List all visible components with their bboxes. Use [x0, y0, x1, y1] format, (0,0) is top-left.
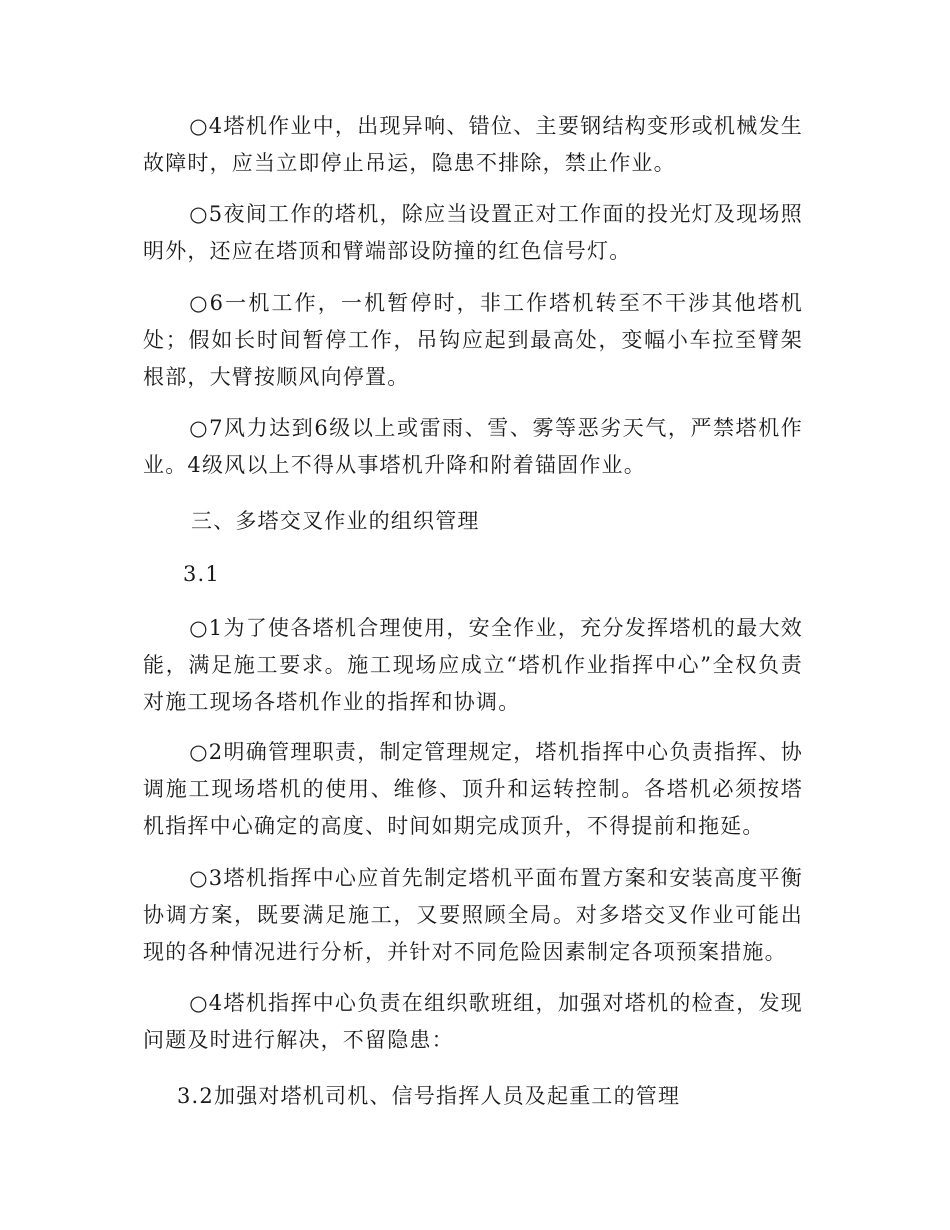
section-paragraph-4: ○4塔机指挥中心负责在组织歌班组，加强对塔机的检查，发现问题及时进行解决，不留隐患： [143, 991, 803, 1052]
sub-heading-3-1: 3.1 [183, 562, 220, 586]
paragraph-item-5: ○5夜间工作的塔机，除应当设置正对工作面的投光灯及现场照明外，还应在塔顶和臂端部设防撞的红色信号灯。 [143, 202, 803, 263]
section-paragraph-1: ○1为了使各塔机合理使用，安全作业，充分发挥塔机的最大效能，满足施工要求。施工现场应成立“塔机作业指挥中心”全权负责对施工现场各塔机作业的指挥和协调。 [143, 616, 803, 714]
paragraph-item-7: ○7风力达到6级以上或雷雨、雪、雾等恶劣天气，严禁塔机作业。4级风以上不得从事塔机升降和附着锚固作业。 [143, 416, 803, 477]
section-heading: 三、多塔交叉作业的组织管理 [191, 509, 480, 533]
section-paragraph-2: ○2明确管理职责，制定管理规定，塔机指挥中心负责指挥、协调施工现场塔机的使用、维修、顶升和运转控制。各塔机必须按塔机指挥中心确定的高度、时间如期完成顶升，不得提前和拖延。 [143, 740, 803, 838]
paragraph-item-6: ○6一机工作，一机暂停时，非工作塔机转至不干涉其他塔机处；假如长时间暂停工作，吊钩应起到最高处，变幅小车拉至臂架根部，大臂按顺风向停置。 [143, 291, 803, 389]
section-paragraph-3: ○3塔机指挥中心应首先制定塔机平面布置方案和安装高度平衡协调方案，既要满足施工，又要照顾全局。对多塔交叉作业可能出现的各种情况进行分析，并针对不同危险因素制定各项预案措施。 [143, 866, 803, 964]
paragraph-item-4: ○4塔机作业中，出现异响、错位、主要钢结构变形或机械发生故障时，应当立即停止吊运，隐患不排除，禁止作业。 [143, 114, 803, 175]
sub-heading-3-2: 3.2加强对塔机司机、信号指挥人员及起重工的管理 [177, 1084, 681, 1108]
